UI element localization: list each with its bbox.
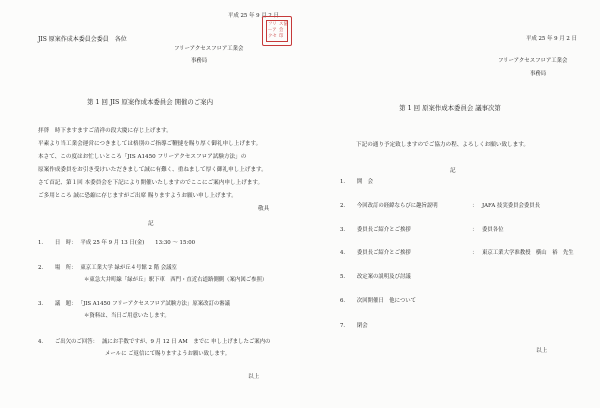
left-body-line-5: さて首記、第１回 本委員会を下記により開催いたしますのでここにご案内申し上げます。 <box>38 180 264 186</box>
right-date: 平成 25 年 9 月 2 日 <box>526 36 577 42</box>
right-item-7: 7． 閉会 <box>340 323 368 329</box>
left-org: フリーアクセスフロア工業会 <box>174 46 244 52</box>
right-item-1: 1． 開 会 <box>340 179 374 185</box>
right-document-page: 平成 25 年 9 月 2 日 フリーアクセスフロア工業会 事務局 第 1 回 原案作成本委員会 議事次第 下記の通り予定致しますのでご協力の程、よろしくお願い致します。 記 1． 開 会 2． 今回改訂の経緯ならびに趣旨説明 ： JAFA 技実委員会委員長 3． 委員長ご紹介とご挨拶 ： 委員各位 4． 委員長ご紹介とご挨拶 ： 東京工業大学准教授 横山 裕 先生 5． 改定案の説明及び討議 6． 次回開催日 他について 7． 閉会 以上 <box>300 0 600 408</box>
right-office: 事務局 <box>530 71 547 77</box>
left-item-2: 2． 場 所： 東京工業大学 緑が丘４号館 2 階 会議室 <box>38 265 177 271</box>
right-item-4: 4． 委員長ご紹介とご挨拶 ： 東京工業大学准教授 横山 裕 先生 <box>340 250 574 256</box>
left-body-line-6: ご多用ところ 誠に恐縮に存じますがご出席 賜りますようお願い申し上げます。 <box>38 193 237 199</box>
left-ki: 記 <box>148 221 154 227</box>
left-addressee: JIS 原案作成本委員会委員 各位 <box>38 36 127 43</box>
right-item-6: 6． 次回開催日 他について <box>340 298 417 304</box>
right-item-2: 2． 今回改訂の経緯ならびに趣旨説明 ： JAFA 技実委員会委員長 <box>340 203 541 209</box>
right-item-5: 5． 改定案の説明及び討議 <box>340 274 411 280</box>
left-office: 事務局 <box>191 58 208 64</box>
left-closing: 敬具 <box>258 206 270 212</box>
right-intro: 下記の通り予定致しますのでご協力の程、よろしくお願い致します。 <box>356 142 529 148</box>
right-item-3: 3． 委員長ご紹介とご挨拶 ： 委員各位 <box>340 227 504 233</box>
left-date: 平成 25 年 9 月 2 日 <box>228 13 279 19</box>
right-ki: 記 <box>450 168 456 174</box>
right-org: フリーアクセスフロア工業会 <box>498 58 568 64</box>
left-body-line-2: 平素より当工業会運営につきましては格別のご指導ご鞭撻を賜り厚く御礼申し上げます。 <box>38 141 262 147</box>
organization-seal-stamp: フリ ーア クセ ス協 会 印 <box>262 16 292 46</box>
left-body-line-3: 本さて、この度はお忙しいところ「JIS A1450 フリーアクセスフロア試験方法」の <box>38 154 247 160</box>
left-item-3-note: ＊資料は、当日ご用意いたします。 <box>84 313 170 319</box>
left-item-2-note: ＊東急大井町線「緑が丘」駅下車 西門・直近右道路側側（案内図ご参照） <box>84 277 268 283</box>
left-item-4-note: メールに ご返信にて賜りますようお願い致します。 <box>105 351 231 357</box>
left-document-page: 平成 25 年 9 月 2 日 フリ ーア クセ ス協 会 印 JIS 原案作成本委員会委員 各位 フリーアクセスフロア工業会 事務局 第 1 回 JIS 原案作成本委員会 開催のご案内 拝啓 時下ますますご清祥の段大慶に存じ上げます。 平素より当工業会運営につきましては格別のご指導ご鞭撻を賜り厚く御礼申し上げます。 本さて、この度はお忙しいところ「JIS A1450 フリーアクセスフロア試験方法」の 原案作成委員をお引き受けいただきまして誠に有難く、重ねまして厚く御礼申し上げます。 さて首記、第１回 本委員会を下記により開催いたしますのでここにご案内申し上げます。 ご多用ところ 誠に恐縮に存じますがご出席 賜りますようお願い申し上げます。 敬具 記 1． 日 時： 平成 25 年 9 月 13 日(金) 13:30 ～ 15:00 2． 場 所： 東京工業大学 緑が丘４号館 2 階 会議室 ＊東急大井町線「緑が丘」駅下車 西門・直近右道路側側（案内図ご参照） 3． 議 題： 「JIS A1450 フリーアクセスフロア試験方法」原案改訂の審議 ＊資料は、当日ご用意いたします。 4． ご出欠のご回答： 誠にお手数ですが、9 月 12 日 AM までに 申し上げましたご案内の メールに ご返信にて賜りますようお願い致します。 以上 <box>0 0 300 408</box>
left-end: 以上 <box>248 374 260 380</box>
left-item-3: 3． 議 題： 「JIS A1450 フリーアクセスフロア試験方法」原案改訂の審議 <box>38 301 231 307</box>
left-item-1: 1． 日 時： 平成 25 年 9 月 13 日(金) 13:30 ～ 15:00 <box>38 240 196 246</box>
right-end: 以上 <box>536 348 548 354</box>
left-body-line-1: 拝啓 時下ますますご清祥の段大慶に存じ上げます。 <box>38 128 172 134</box>
left-item-4: 4． ご出欠のご回答： 誠にお手数ですが、9 月 12 日 AM までに 申し上げましたご案内の <box>38 339 271 345</box>
left-body-line-4: 原案作成委員をお引き受けいただきまして誠に有難く、重ねまして厚く御礼申し上げます。 <box>38 167 267 173</box>
